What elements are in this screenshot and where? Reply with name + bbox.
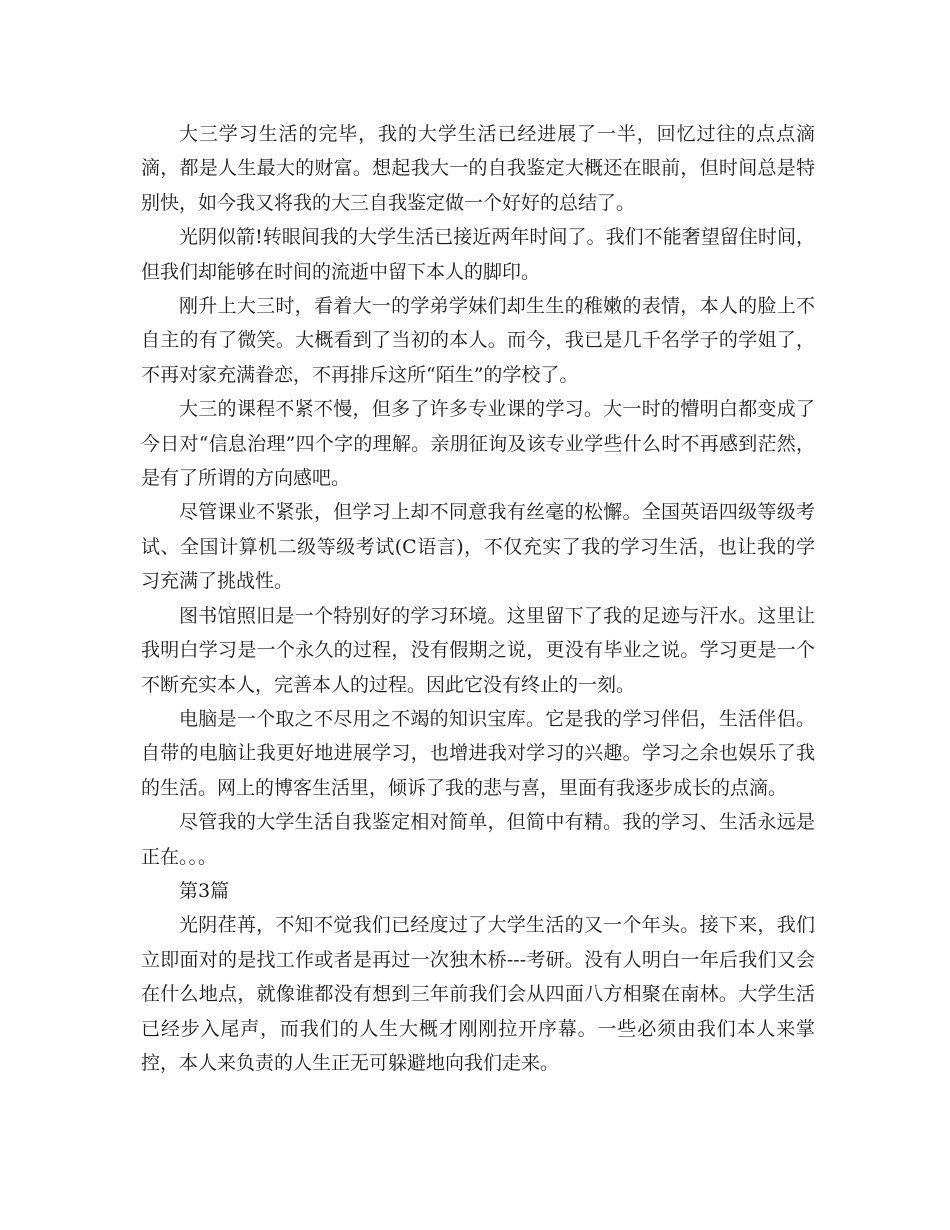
- paragraph: 光阴似箭!转眼间我的大学生活已接近两年时间了。我们不能奢望留住时间，但我们却能够在时间的流逝中留下本人的脚印。: [141, 226, 815, 283]
- paragraph: 光阴荏苒，不知不觉我们已经度过了大学生活的又一个年头。接下来，我们立即面对的是找工作或者是再过一次独木桥---考研。没有人明白一年后我们又会在什么地点，就像谁都没有想到三年前我们会从四面八方相聚在南林。大学生活已经步入尾声，而我们的人生大概才刚刚拉开序幕。一些必须由我们本人来掌控，本人来负责的人生正无可躲避地向我们走来。: [141, 914, 815, 1074]
- paragraph: 图书馆照旧是一个特别好的学习环境。这里留下了我的足迹与汗水。这里让我明白学习是一个永久的过程，没有假期之说，更没有毕业之说。学习更是一个不断充实本人，完善本人的过程。因此它没有终止的一刻。: [141, 604, 815, 696]
- paragraph: 尽管我的大学生活自我鉴定相对简单，但简中有精。我的学习、生活永远是正在。。。: [141, 811, 815, 868]
- paragraph: 刚升上大三时，看着大一的学弟学妹们却生生的稚嫩的表情，本人的脸上不自主的有了微笑。大概看到了当初的本人。而今，我已是几千名学子的学姐了，不再对家充满眷恋，不再排斥这所“陌生”的学校了。: [141, 295, 815, 386]
- paragraph: 尽管课业不紧张，但学习上却不同意我有丝毫的松懈。全国英语四级等级考试、全国计算机二级等级考试(C语言)，不仅充实了我的学习生活，也让我的学习充满了挑战性。: [141, 501, 815, 593]
- document-body: [141, 117, 815, 1080]
- paragraph: 大三的课程不紧不慢，但多了许多专业课的学习。大一时的懵明白都变成了今日对“信息治理”四个字的理解。亲朋征询及该专业学些什么时不再感到茫然，是有了所谓的方向感吧。: [141, 398, 815, 490]
- paragraph: 大三学习生活的完毕，我的大学生活已经进展了一半，回忆过往的点点滴滴，都是人生最大的财富。想起我大一的自我鉴定大概还在眼前，但时间总是特别快，如今我又将我的大三自我鉴定做一个好好的总结了。: [141, 123, 815, 214]
- paragraph: 电脑是一个取之不尽用之不竭的知识宝库。它是我的学习伴侣，生活伴侣。自带的电脑让我更好地进展学习，也增进我对学习的兴趣。学习之余也娱乐了我的生活。网上的博客生活里，倾诉了我的悲与喜，里面有我逐步成长的点滴。: [141, 707, 815, 799]
- section-heading: 第3篇: [179, 879, 230, 902]
